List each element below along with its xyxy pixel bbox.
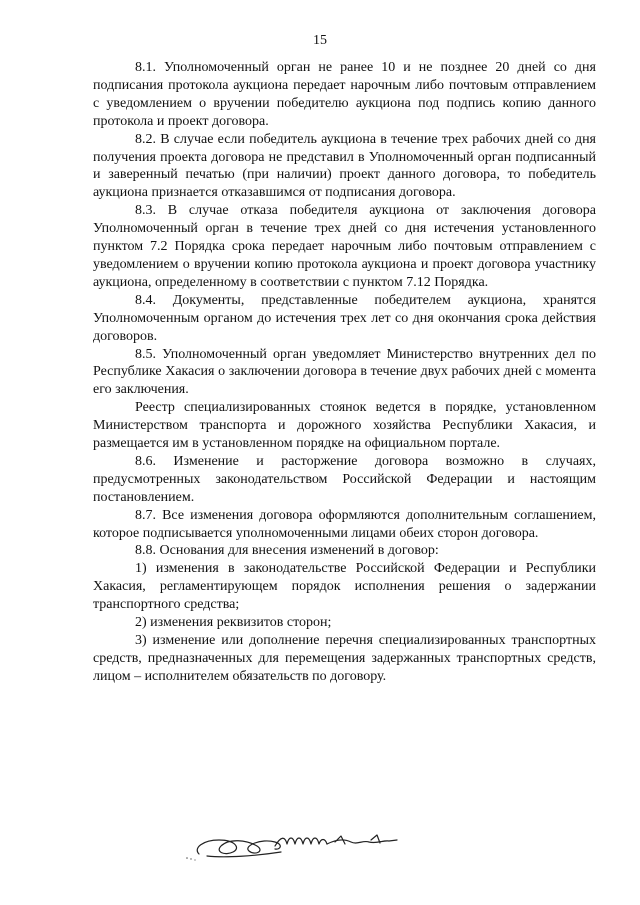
paragraph-registry: Реестр специализированных стоянок ведется в порядке, установленном Министерством транспорта и дорожного хозяйства Республики Хакасия, и размещается им в установленном порядке на официальном портале. — [93, 400, 596, 452]
signature-image — [185, 818, 425, 868]
paragraph-8-1: 8.1. Уполномоченный орган не ранее 10 и не позднее 20 дней со дня подписания протокола аукциона передает нарочным либо почтовым отправлением с уведомлением о вручении победителю аукциона под подпись копию данного протокола и проект договора. — [93, 60, 596, 129]
paragraph-8-4: 8.4. Документы, представленные победителем аукциона, хранятся Уполномоченным органом до истечения трех лет со дня окончания срока действия договоров. — [93, 292, 596, 344]
list-item-3: 3) изменение или дополнение перечня специализированных транспортных средств, предназначенных для перемещения задержанных транспортных средств, лицом – исполнителем обязательств по договору. — [93, 633, 596, 684]
paragraph-8-2: 8.2. В случае если победитель аукциона в течение трех рабочих дней со дня получения проекта договора не представил в Уполномоченный орган подписанный и заверенный печатью (при наличии) проект данного договора, то победитель аукциона признается отказавшимся от подписания договора. — [93, 131, 596, 201]
list-item-2: 2) изменения реквизитов сторон; — [135, 615, 332, 631]
list-item-1: 1) изменения в законодательстве Российской Федерации и Республики Хакасия, регламентирующем порядок исполнения решения о задержании транспортного средства; — [93, 561, 596, 613]
document-body — [93, 59, 596, 686]
paragraph-8-8: 8.8. Основания для внесения изменений в договор: — [135, 543, 439, 559]
paragraph-8-6: 8.6. Изменение и расторжение договора возможно в случаях, предусмотренных законодательством Российской Федерации и настоящим постановлением. — [93, 453, 596, 505]
page-number: 15 — [313, 33, 327, 48]
paragraph-8-5: 8.5. Уполномоченный орган уведомляет Министерство внутренних дел по Республике Хакасия о заключении договора в течение двух рабочих дней с момента его заключения. — [93, 346, 596, 398]
signature — [185, 818, 425, 868]
paragraph-8-3: 8.3. В случае отказа победителя аукциона от заключения договора Уполномоченный орган в течение трех дней со дня истечения установленного пунктом 7.2 Порядка срока передает нарочным либо почтовым отправлением с уведомлением о вручении копию протокола аукциона и проект договора участнику аукциона, определенному в соответствии с пунктом 7.12 Порядка. — [93, 203, 596, 290]
paragraph-8-7: 8.7. Все изменения договора оформляются дополнительным соглашением, которое подписывается уполномоченными лицами обеих сторон договора. — [93, 507, 596, 541]
